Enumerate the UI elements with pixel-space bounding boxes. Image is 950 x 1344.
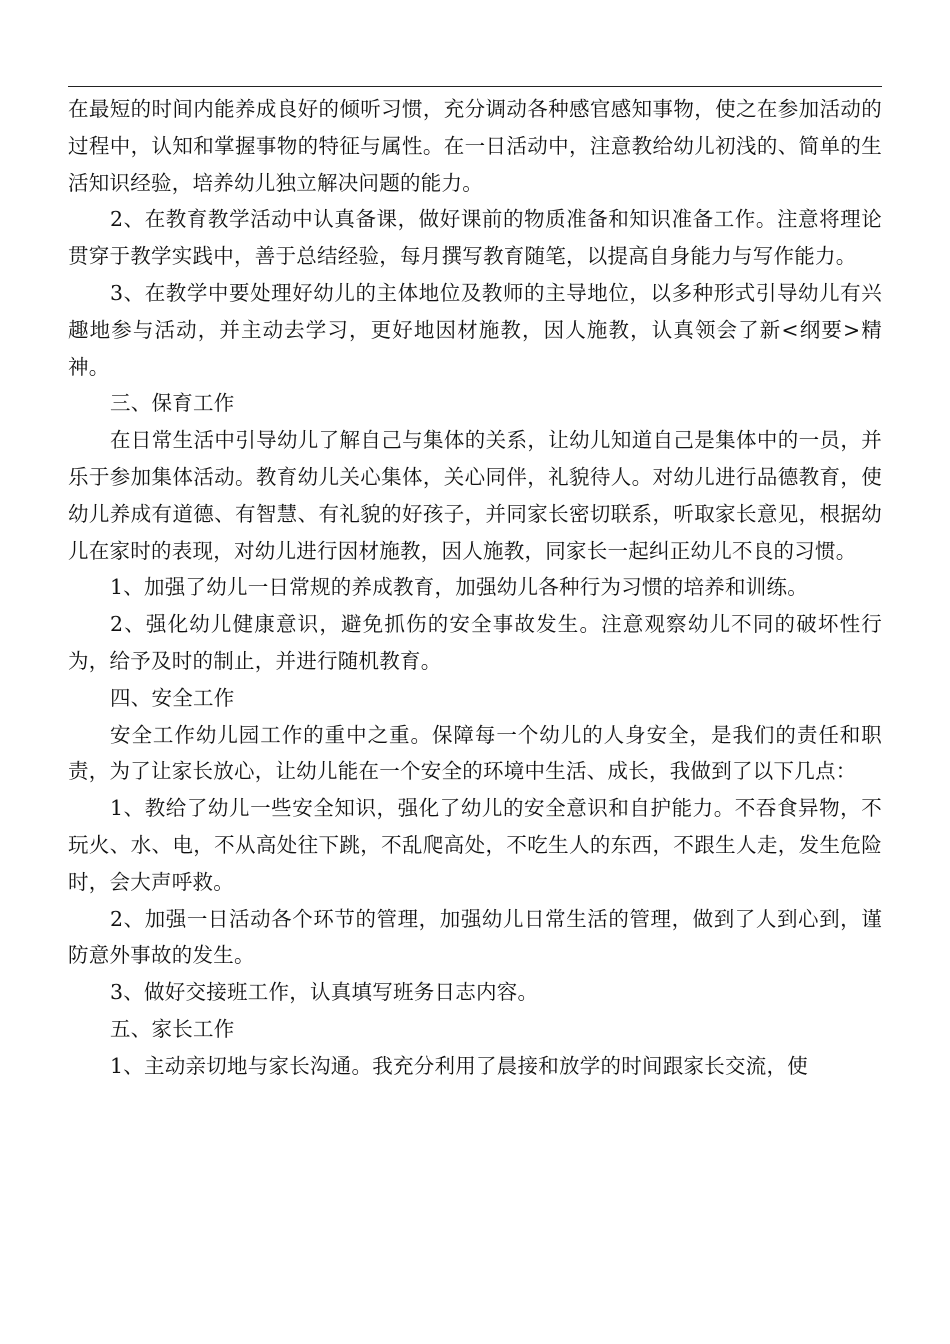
section-heading-care-work: 三、保育工作 [110,391,235,416]
paragraph-parent-item-1: 1、主动亲切地与家长沟通。我充分利用了晨接和放学的时间跟家长交流，使 [110,1053,809,1078]
paragraph-care-item-1: 1、加强了幼儿一日常规的养成教育，加强幼儿各种行为习惯的培养和训练。 [110,575,809,600]
document-page [68,86,882,1306]
document-body [68,91,882,1085]
paragraph-safety-intro: 安全工作幼儿园工作的重中之重。保障每一个幼儿的人身安全，是我们的责任和职责，为了让家长放心，让幼儿能在一个安全的环境中生活、成长，我做到了以下几点： [68,722,882,784]
paragraph-care-intro: 在日常生活中引导幼儿了解自己与集体的关系，让幼儿知道自己是集体中的一员，并乐于参加集体活动。教育幼儿关心集体，关心同伴，礼貌待人。对幼儿进行品德教育，使幼儿养成有道德、有智慧、有礼貌的好孩子，并同家长密切联系，听取家长意见，根据幼儿在家时的表现，对幼儿进行因材施教，因人施教，同家长一起纠正幼儿不良的习惯。 [68,428,882,563]
paragraph-safety-item-3: 3、做好交接班工作，认真填写班务日志内容。 [110,980,539,1005]
paragraph-item-2-lesson-prep: 2、在教育教学活动中认真备课，做好课前的物质准备和知识准备工作。注意将理论贯穿于教学实践中，善于总结经验，每月撰写教育随笔，以提高自身能力与写作能力。 [68,207,882,269]
header-rule [68,86,882,87]
paragraph-care-item-2: 2、强化幼儿健康意识，避免抓伤的安全事故发生。注意观察幼儿不同的破坏性行为，给予及时的制止，并进行随机教育。 [68,612,882,673]
section-heading-parent-work: 五、家长工作 [110,1016,235,1041]
paragraph-item-3-teaching-role: 3、在教学中要处理好幼儿的主体地位及教师的主导地位，以多种形式引导幼儿有兴趣地参与活动，并主动去学习，更好地因材施教，因人施教，认真领会了新<纲要>精神。 [68,280,882,379]
section-heading-safety-work: 四、安全工作 [110,685,235,710]
paragraph-safety-item-2: 2、加强一日活动各个环节的管理，加强幼儿日常生活的管理，做到了人到心到，谨防意外事故的发生。 [68,906,882,968]
paragraph-safety-item-1: 1、教给了幼儿一些安全知识，强化了幼儿的安全意识和自护能力。不吞食异物，不玩火、水、电，不从高处往下跳，不乱爬高处，不吃生人的东西，不跟生人走，发生危险时，会大声呼救。 [68,796,882,894]
paragraph-continuation: 在最短的时间内能养成良好的倾听习惯，充分调动各种感官感知事物，使之在参加活动的过程中，认知和掌握事物的特征与属性。在一日活动中，注意教给幼儿初浅的、简单的生活知识经验，培养幼儿独立解决问题的能力。 [68,97,882,195]
